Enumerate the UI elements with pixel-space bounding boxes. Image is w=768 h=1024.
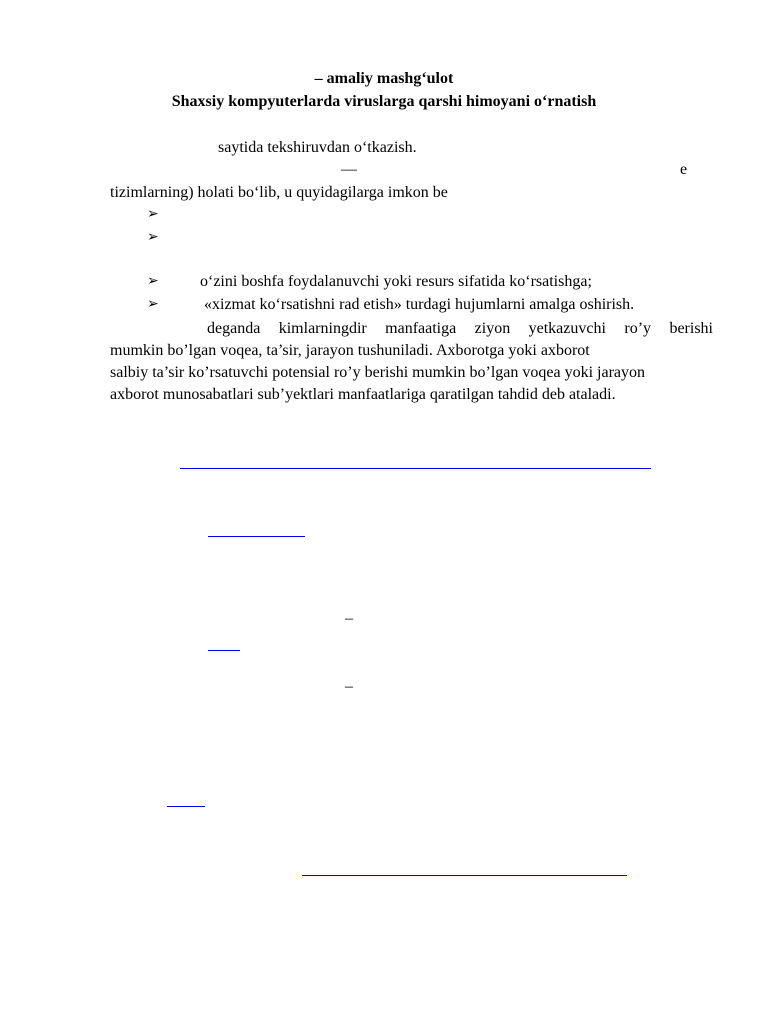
hyperlink-underline[interactable] [302, 875, 627, 876]
paragraph-line-2: mumkin bo’lgan voqea, ta’sir, jarayon tushuniladi. Axborotga yoki axborot [110, 342, 590, 359]
hyperlink-underline[interactable] [180, 468, 651, 469]
body-line-2-end: e [680, 161, 688, 178]
bullet-arrow-icon: ➢ [147, 297, 159, 312]
dash-mark: – [345, 610, 353, 627]
paragraph-line-3: salbiy ta’sir ko’rsatuvchi potensial ro’y berishi mumkin bo’lgan voqea yoki jarayon [110, 364, 645, 381]
bullet-item-4: «xizmat ko‘rsatishni rad etish» turdagi hujumlarni amalga oshirish. [204, 296, 635, 313]
body-line-2-dash: — [341, 161, 357, 178]
dash-mark: – [345, 678, 353, 695]
bullet-item-3: o‘zini boshfa foydalanuvchi yoki resurs sifatida ko‘rsatishga; [200, 273, 592, 290]
hyperlink-underline[interactable] [208, 536, 305, 537]
bullet-arrow-icon: ➢ [147, 230, 159, 245]
body-line-1: saytida tekshiruvdan o‘tkazish. [218, 139, 417, 156]
document-subtitle: Shaxsiy kompyuterlarda viruslarga qarshi himoyani o‘rnatish [171, 93, 597, 110]
bullet-arrow-icon: ➢ [147, 207, 159, 222]
document-title: – amaliy mashg‘ulot [314, 70, 454, 87]
hyperlink-underline[interactable] [167, 806, 205, 807]
hyperlink-underline[interactable] [208, 650, 240, 651]
paragraph-line-4: axborot munosabatlari sub’yektlari manfaatlariga qaratilgan tahdid deb ataladi. [110, 386, 616, 403]
bullet-arrow-icon: ➢ [147, 274, 159, 289]
body-line-3: tizimlarning) holati bo‘lib, u quyidagilarga imkon be [110, 184, 448, 201]
paragraph-line-1: deganda kimlarningdir manfaatiga ziyon yetkazuvchi ro’y berishi [207, 320, 713, 337]
